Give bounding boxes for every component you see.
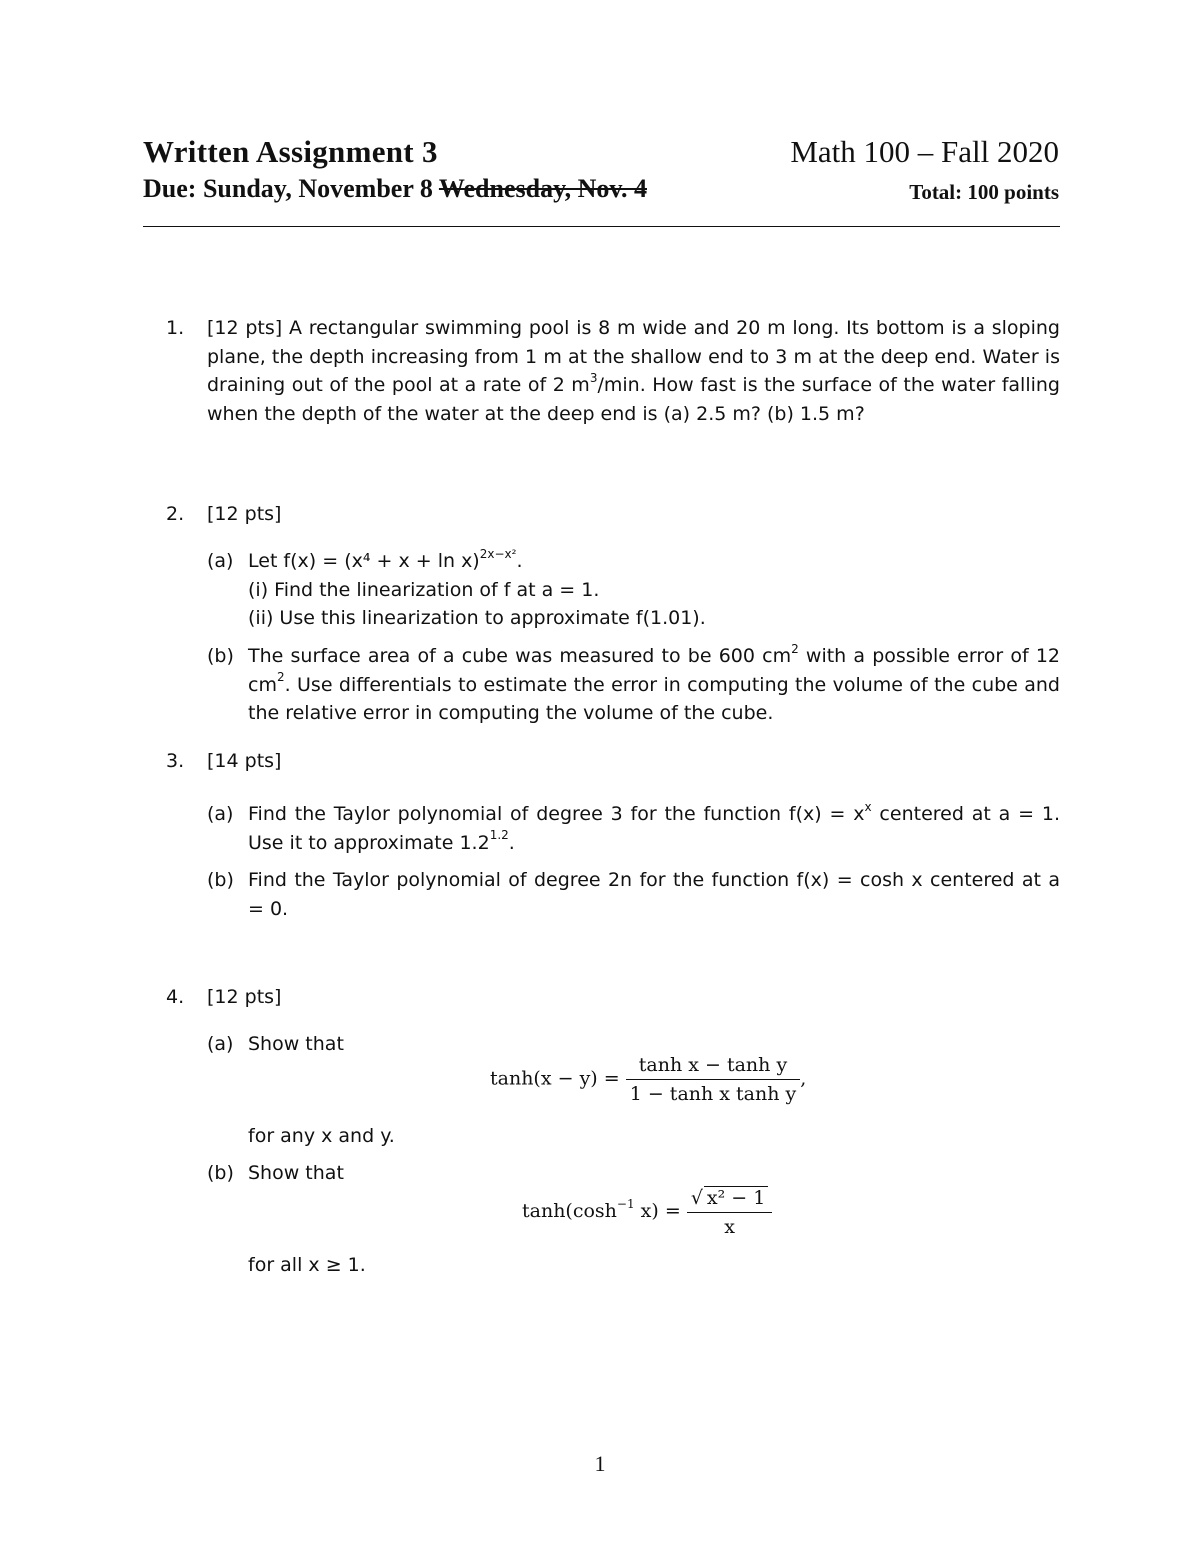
q3a-sup2: 1.2	[489, 828, 509, 843]
q2b-text-part2: with a possible error of 12 cm	[248, 645, 1061, 696]
q4a-eq-fraction	[626, 1054, 801, 1105]
q2b-text-part3: . Use differentials to estimate the error in computing the volume of the cube and the relative error in computing the volume of the cube.	[248, 673, 1060, 724]
q2a-period: .	[516, 550, 523, 572]
q3b-label: (b)	[207, 869, 234, 891]
q4-number: 4.	[166, 986, 185, 1008]
due-date-line	[143, 174, 647, 204]
q4a-text: Show that	[248, 1033, 344, 1055]
assignment-title: Written Assignment 3	[143, 134, 438, 169]
due-date: Sunday, November 8	[202, 174, 433, 203]
q4b-eq-radicand: x² − 1	[704, 1186, 768, 1209]
q4b-label: (b)	[207, 1162, 234, 1184]
q1-text-part2: /min. How fast is the surface of the water falling when the depth of the water at the deep end is (a) 2.5 m? (b) 1.5 m?	[207, 374, 1060, 425]
q3-points: [14 pts]	[207, 750, 282, 772]
q4a-after: for any x and y.	[248, 1125, 395, 1147]
sqrt-icon: √	[690, 1187, 703, 1209]
q1-text-part1: [12 pts] A rectangular swimming pool is 8 m wide and 20 m long. Its bottom is a sloping plane, the depth increasing from 1 m at the shallow end to 3 m at the deep end. Water is draining out of the pool at a rate of 2 m	[207, 317, 1060, 396]
q2-points: [12 pts]	[207, 503, 282, 525]
q2b-text	[248, 642, 1060, 728]
q3a-label: (a)	[207, 803, 234, 825]
course-label: Math 100 – Fall 2020	[790, 134, 1059, 169]
q3a-text-part2: centered at a = 1. Use it to approximate 1.2	[248, 803, 1060, 854]
q4b-eq-numerator	[687, 1186, 773, 1213]
q2a-exponent: 2x−x²	[479, 546, 517, 561]
q3b-text: Find the Taylor polynomial of degree 2n for the function f(x) = cosh x centered at a = 0.	[248, 869, 1060, 920]
q3a-sup1: x	[864, 799, 872, 814]
q3a-text	[248, 800, 1060, 857]
q2a-ii: (ii) Use this linearization to approximate f(1.01).	[248, 607, 706, 629]
q4b-eq-mid: x) =	[634, 1200, 681, 1222]
q2a-i: (i) Find the linearization of f at a = 1.	[248, 579, 600, 601]
q1-unit-sup: 3	[589, 370, 598, 385]
q4a-eq-denominator: 1 − tanh x tanh y	[629, 1083, 797, 1105]
q2a-function: Let f(x) = (x⁴ + x + ln x)	[248, 550, 480, 572]
q3a-text-part1: Find the Taylor polynomial of degree 3 for the function f(x) = x	[248, 803, 865, 825]
q4a-eq-numerator: tanh x − tanh y	[626, 1054, 801, 1080]
q4a-eq-comma: ,	[800, 1067, 807, 1090]
q2a-text	[248, 547, 1060, 576]
q1-number: 1.	[166, 317, 185, 339]
q4b-eq-sup: −1	[616, 1196, 635, 1211]
q4a-eq-lhs: tanh(x − y) =	[490, 1067, 620, 1090]
total-points: Total: 100 points	[909, 180, 1059, 204]
q2a-label: (a)	[207, 550, 234, 572]
q4b-text: Show that	[248, 1162, 344, 1184]
q1-text	[207, 314, 1060, 428]
q2-number: 2.	[166, 503, 185, 525]
q4-points: [12 pts]	[207, 986, 282, 1008]
q4a-label: (a)	[207, 1033, 234, 1055]
q2b-sup2: 2	[276, 670, 285, 685]
q2b-sup1: 2	[791, 641, 799, 656]
due-label: Due:	[143, 174, 197, 203]
q4b-eq-denominator: x	[724, 1216, 735, 1238]
q2b-label: (b)	[207, 645, 234, 667]
q4b-after: for all x ≥ 1.	[248, 1254, 366, 1276]
q4a-equation	[490, 1054, 806, 1105]
q4b-equation	[522, 1186, 772, 1238]
page-number: 1	[594, 1451, 606, 1476]
q2b-text-part1: The surface area of a cube was measured to be 600 cm	[248, 645, 792, 667]
due-date-struck: Wednesday, Nov. 4	[438, 174, 647, 203]
q4b-eq-lhs: tanh(cosh	[522, 1200, 617, 1222]
q4b-eq-fraction	[687, 1186, 773, 1238]
q3a-text-part3: .	[508, 831, 515, 854]
q3-number: 3.	[166, 750, 185, 772]
header-rule	[143, 226, 1060, 227]
